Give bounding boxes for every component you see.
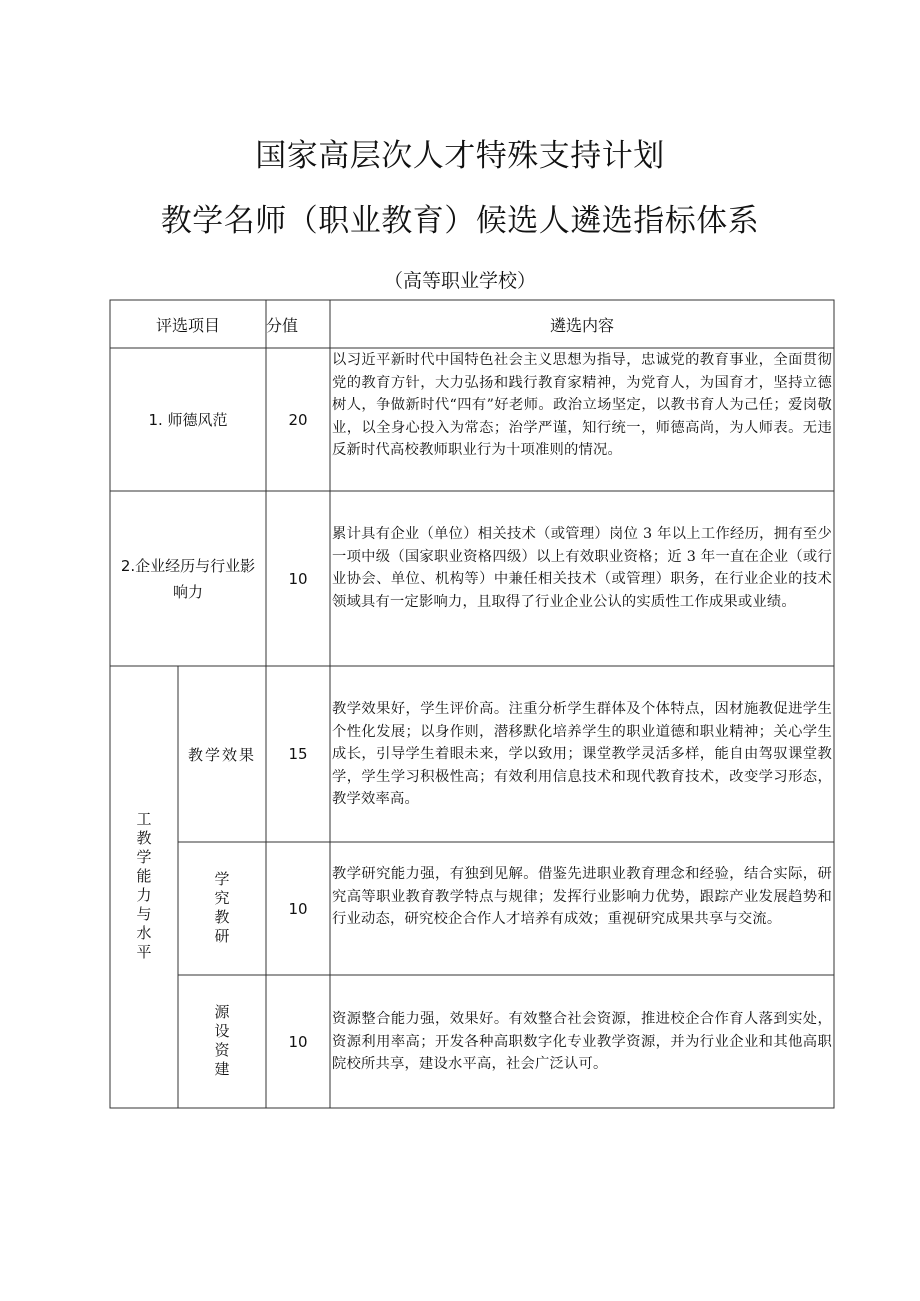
group-label-text: 工教学能力与水平 [134,811,153,963]
document-title-line-2: 教学名师（职业教育）候选人遴选指标体系 [160,203,760,239]
header-item: 评选项目 [155,315,220,335]
row-2-score: 10 [288,569,308,588]
group-row-2-item [178,842,266,975]
group-row-2-score: 10 [288,899,308,918]
group-row-3-score: 10 [288,1032,308,1051]
group-row-2-content: 教学研究能力强，有独到见解。借鉴先进职业教育理念和经验，结合实际，研究高等职业教育教学特点与规律；发挥行业影响力优势，跟踪产业发展趋势和行业动态，研究校企合作人才培养有成效；重视研究成果共享与交流。 [332,866,832,927]
group-row-3-content: 资源整合能力强，效果好。有效整合社会资源，推进校企合作育人落到实处，资源利用率高；开发各种高职数字化专业教学资源，并为行业企业和其他高职院校所共享，建设水平高，社会广泛认可。 [332,1011,832,1072]
row-1-content: 以习近平新时代中国特色社会主义思想为指导，忠诚党的教育事业，全面贯彻党的教育方针，大力弘扬和践行教育家精神，为党育人，为国育才，坚持立德树人，争做新时代“四有”好老师。政治立场坚定，以教书育人为己任；爱岗敬业，以全身心投入为常态；治学严谨，知行统一，师德高尚，为人师表。无违反新时代高校教师职业行为十项准则的情况。 [332,352,832,458]
document-title-line-1: 国家高层次人才特殊支持计划 [255,138,665,174]
group-row-3-item [178,975,266,1108]
header-score: 分值 [266,315,299,335]
row-1-score: 20 [288,410,308,429]
group-row-2-item-text: 学究教研 [212,870,231,947]
group-row-1-item: 教学效果 [187,745,256,764]
group-row-1-content: 教学效果好，学生评价高。注重分析学生群体及个体特点，因材施教促进学生个性化发展；以身作则，潜移默化培养学生的职业道德和职业精神；关心学生成长，引导学生着眼未来，学以致用；课堂教学灵活多样，能自由驾驭课堂教学，学生学习积极性高；有效利用信息技术和现代教育技术，改变学习形态，教学效率高。 [332,701,832,807]
group-row-3-item-text: 源设资建 [212,1003,231,1080]
row-2-item: 2.企业经历与行业影响力 [120,556,256,601]
group-row-1-score: 15 [288,745,308,763]
header-content: 遴选内容 [549,315,614,335]
row-2-content: 累计具有企业（单位）相关技术（或管理）岗位 3 年以上工作经历，拥有至少一项中级（国家职业资格四级）以上有效职业资格；近 3 年一直在企业（或行业协会、单位、机构等）中兼任相关技术（或管理）职务，在行业企业的技术领域具有一定影响力，且取得了行业企业公认的实质性工作成果或业绩。 [332,526,832,610]
row-1-item: 1. 师德风范 [148,411,228,429]
document-subtitle: （高等职业学校） [383,270,536,292]
group-label [110,666,178,1108]
